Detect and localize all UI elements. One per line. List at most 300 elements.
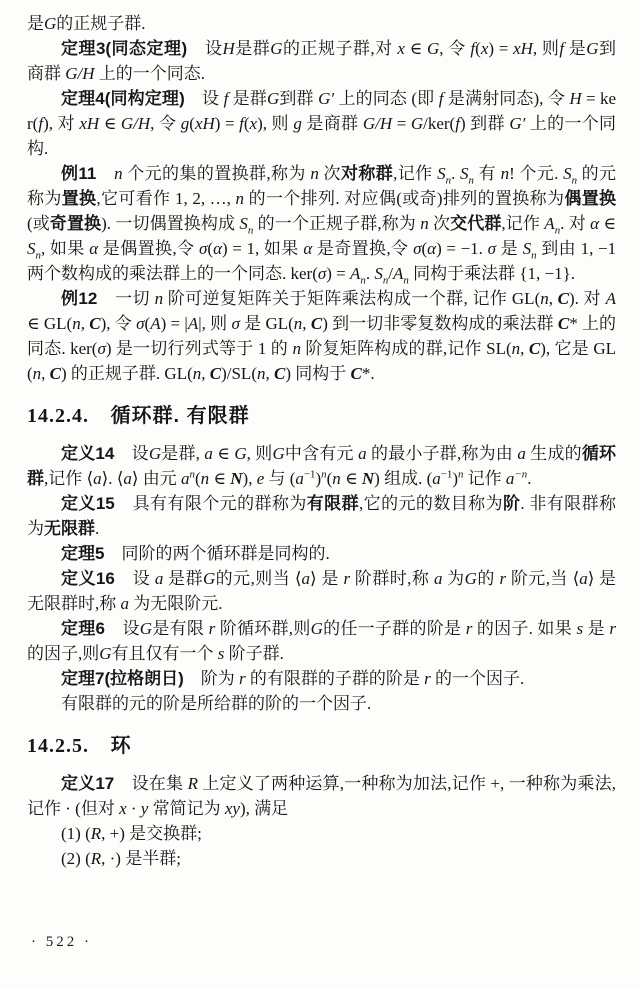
- text-run: x: [119, 799, 127, 818]
- text-run: , 令: [150, 114, 181, 133]
- text-run: ) = −1.: [436, 239, 488, 258]
- text-run: S: [239, 214, 248, 233]
- text-run: 为无限阶元.: [129, 594, 223, 613]
- text-run: n: [332, 469, 341, 488]
- text-run: 阶为: [183, 669, 240, 688]
- text-run: ,: [548, 289, 558, 308]
- text-run: ⟩. ⟨: [101, 469, 124, 488]
- section-heading-14-2-4: [27, 403, 616, 429]
- text-run: ,它的元的数目称为: [359, 494, 503, 513]
- text-run: ∈: [99, 114, 121, 133]
- text-run: f: [438, 89, 444, 108]
- page-body: [27, 11, 616, 871]
- text-run: σ: [487, 239, 496, 258]
- text-run: A: [350, 264, 361, 283]
- text-run: 个元的集的置换群,称为: [122, 164, 311, 183]
- text-run: n: [457, 468, 464, 481]
- text-run: a: [579, 569, 588, 588]
- text-run: A: [393, 264, 404, 283]
- text-run: n: [154, 289, 164, 308]
- text-run: (: [207, 239, 214, 258]
- text-run: 是商群: [301, 114, 363, 133]
- text-run: n: [531, 249, 537, 262]
- text-run: f: [223, 89, 229, 108]
- text-run: ,记作: [501, 214, 545, 233]
- text-run: x: [397, 39, 405, 58]
- text-run: C: [209, 364, 222, 383]
- text-run: G: [410, 114, 424, 133]
- text-run: α: [213, 239, 222, 258]
- text-run: 是 GL(: [239, 314, 294, 333]
- text-run: 对称群: [340, 164, 394, 183]
- text-run: n: [35, 249, 41, 262]
- text-run: n: [382, 274, 389, 287]
- text-run: n: [256, 364, 266, 383]
- text-run: G: [270, 39, 283, 58]
- text-run: n: [293, 314, 303, 333]
- text-run: ∈: [599, 214, 617, 233]
- text-run: C: [49, 364, 62, 383]
- text-run: ) = 1,: [222, 239, 264, 258]
- text-run: *.: [361, 364, 375, 383]
- text-run: ), 它是 GL(: [27, 339, 617, 383]
- text-run: , +) 是交换群;: [101, 824, 202, 843]
- text-run: x: [249, 114, 258, 133]
- text-run: ,: [302, 314, 311, 333]
- text-run: 设: [114, 444, 149, 463]
- text-run: 到群: [470, 114, 510, 133]
- text-run: 有: [473, 164, 501, 183]
- text-run: G: [464, 569, 477, 588]
- text-run: 置换: [61, 189, 97, 208]
- text-run: 上的同态 (即: [334, 89, 439, 108]
- text-run: 中含有元: [284, 444, 359, 463]
- text-run: 的因子,则: [27, 644, 100, 663]
- text-run: G/H: [362, 114, 393, 133]
- text-run: /: [388, 264, 394, 283]
- text-run: y: [140, 799, 149, 818]
- text-run: (: [421, 239, 428, 258]
- page-footer: [31, 934, 92, 951]
- text-run: (2) (: [61, 849, 91, 868]
- text-run: 具有有限个元的群称为: [114, 494, 307, 513]
- text-run: e: [256, 469, 265, 488]
- text-run: 设在集: [114, 774, 188, 793]
- text-run: S: [374, 264, 383, 283]
- text-run: 同阶的两个循环群是同构的.: [104, 544, 330, 563]
- text-run: xy: [224, 799, 240, 818]
- text-run: )/SL(: [221, 364, 257, 383]
- text-run: r: [499, 569, 507, 588]
- text-run: 循环群: [27, 444, 617, 488]
- text-run: G/H: [65, 64, 95, 83]
- text-run: , 则: [246, 444, 273, 463]
- text-run: n: [500, 164, 510, 183]
- text-run: 阶循环群,则: [215, 619, 311, 638]
- text-run: α: [303, 239, 313, 258]
- text-run: f: [559, 39, 565, 58]
- text-run: ,记作: [393, 164, 438, 183]
- text-run: A: [187, 314, 199, 333]
- text-run: n: [571, 174, 578, 187]
- text-run: s: [217, 644, 225, 663]
- text-run: σ: [317, 264, 327, 283]
- text-run: ). 对: [568, 289, 606, 308]
- text-run: , ·) 是半群;: [101, 849, 181, 868]
- text-run: a: [181, 469, 190, 488]
- text-run: C: [310, 314, 323, 333]
- text-run: a: [123, 469, 132, 488]
- text-run: r: [465, 619, 473, 638]
- text-run: ,: [265, 364, 274, 383]
- text-run: . 非有限群称为: [27, 494, 617, 538]
- para-theorem-4-isomorphism: [27, 86, 616, 161]
- text-run: 是奇置换,令: [312, 239, 414, 258]
- text-run: n: [247, 224, 254, 237]
- text-run: ⟩ 是无限群时,称: [27, 569, 617, 613]
- text-run: 阶子群.: [224, 644, 284, 663]
- text-run: 次: [428, 214, 451, 233]
- text-run: 的: [476, 569, 500, 588]
- text-run: f: [239, 114, 244, 133]
- text-run: 是: [495, 239, 523, 258]
- text-run: (: [189, 114, 195, 133]
- text-run: G: [234, 444, 247, 463]
- text-run: ·: [126, 799, 141, 818]
- text-run: 的正规子群,对: [282, 39, 398, 58]
- text-run: ): [459, 114, 471, 133]
- text-run: n: [420, 214, 429, 233]
- page-number: · 522 ·: [31, 934, 92, 950]
- text-run: n: [468, 174, 474, 187]
- text-run: G′: [318, 89, 335, 108]
- text-run: A: [150, 314, 161, 333]
- text-run: 设: [104, 619, 140, 638]
- text-run: ) 是一切行列式等于 1 的: [105, 339, 293, 358]
- text-run: S: [27, 239, 36, 258]
- text-run: σ: [231, 314, 240, 333]
- text-run: , 令: [439, 39, 471, 58]
- text-run: G: [586, 39, 599, 58]
- section-number: 14.2.4.: [27, 405, 89, 427]
- text-run: R: [90, 849, 102, 868]
- text-run: G: [202, 569, 216, 588]
- text-run: 的正规子群.: [56, 14, 146, 33]
- text-run: 阶复矩阵构成的群,记作 SL(: [300, 339, 512, 358]
- text-run: ) =: [214, 114, 240, 133]
- text-run: A: [605, 289, 616, 308]
- para-theorem-3-homomorphism: [27, 36, 616, 86]
- text-run: ,: [520, 339, 529, 358]
- text-run: ): [315, 469, 322, 488]
- text-run: 常简记为: [148, 799, 225, 818]
- text-run: G′: [509, 114, 526, 133]
- para-ring-axiom-1: [27, 821, 616, 846]
- text-run: 生成的: [525, 444, 582, 463]
- text-run: 设: [184, 89, 224, 108]
- text-run: ,: [41, 364, 50, 383]
- text-run: a: [93, 469, 102, 488]
- text-run: 的因子. 如果: [472, 619, 577, 638]
- text-run: α: [89, 239, 99, 258]
- text-run: 是: [27, 14, 44, 33]
- text-run: ). 一切偶置换构成: [101, 214, 240, 233]
- text-run: 是群: [228, 89, 267, 108]
- text-run: 有限群的元的阶是所给群的阶的一个因子.: [61, 694, 372, 713]
- text-run: C: [350, 364, 362, 383]
- text-run: 是偶置换,令: [98, 239, 199, 258]
- text-run: 次: [318, 164, 341, 183]
- text-run: R: [187, 774, 198, 793]
- text-run: g: [180, 114, 190, 133]
- text-run: 阶元,当 ⟨: [506, 569, 580, 588]
- para-lagrange-note: [27, 691, 616, 716]
- text-run: n: [189, 468, 195, 481]
- text-run: 是: [564, 39, 587, 58]
- text-run: G: [44, 14, 57, 33]
- text-run: S: [522, 239, 532, 258]
- para-theorem-7-lagrange: [27, 666, 616, 691]
- text-run: .: [451, 164, 460, 183]
- text-run: a: [433, 569, 443, 588]
- text-run: C: [557, 314, 570, 333]
- text-run: ), 则: [257, 114, 294, 133]
- para-theorem-5: [27, 541, 616, 566]
- text-run: (: [144, 314, 151, 333]
- text-run: 是群,: [161, 444, 205, 463]
- text-run: n: [321, 468, 327, 481]
- text-run: ) =: [326, 264, 351, 283]
- text-run: ! 个元.: [509, 164, 564, 183]
- text-run: G: [310, 619, 323, 638]
- text-run: f: [470, 39, 476, 58]
- section-number: 14.2.5.: [27, 735, 89, 757]
- text-run: ) 的正规子群. GL(: [61, 364, 193, 383]
- text-run: x: [480, 39, 489, 58]
- text-run: 定理6: [61, 619, 105, 638]
- text-run: 为: [442, 569, 465, 588]
- text-run: 的元称为: [27, 164, 617, 208]
- text-run: =: [392, 114, 411, 133]
- para-ring-axiom-2: [27, 846, 616, 871]
- text-run: 同构于乘法群 {1, −1}.: [408, 264, 576, 283]
- text-run: n: [72, 314, 81, 333]
- text-run: H: [222, 39, 235, 58]
- text-run: σ: [199, 239, 208, 258]
- text-run: ) 到一切非零复数构成的乘法群: [322, 314, 558, 333]
- text-run: R: [90, 824, 102, 843]
- text-run: ) =: [488, 39, 514, 58]
- text-run: * 上的同态. ker(: [27, 314, 617, 358]
- text-run: ), 令: [100, 314, 137, 333]
- text-run: 到由 1, −1 两个数构成的乘法群上的一个同态. ker(: [27, 239, 617, 283]
- text-run: 有且仅有一个: [111, 644, 218, 663]
- text-run: (: [194, 469, 201, 488]
- text-run: [96, 164, 114, 183]
- text-run: f: [455, 114, 460, 133]
- text-run: 是群: [234, 39, 271, 58]
- text-run: 的任一子群的阶是: [322, 619, 466, 638]
- text-run: n: [292, 339, 301, 358]
- text-run: α: [427, 239, 437, 258]
- text-run: 定义15: [61, 494, 115, 513]
- text-run: ⟩ 由元: [131, 469, 182, 488]
- text-run: a: [295, 469, 304, 488]
- text-run: 的一个正规子群,称为: [253, 214, 421, 233]
- text-run: xH: [194, 114, 215, 133]
- text-run: 定义17: [61, 774, 115, 793]
- text-run: a: [517, 444, 526, 463]
- para-example-12-general-linear-group: [27, 286, 616, 386]
- text-run: .: [365, 264, 375, 283]
- text-run: a: [432, 469, 441, 488]
- text-run: G: [148, 444, 162, 463]
- text-run: |, 则: [198, 314, 232, 333]
- text-run: −n: [514, 468, 528, 481]
- text-run: 的一个因子.: [430, 669, 525, 688]
- text-run: ⟩ 是: [310, 569, 344, 588]
- text-run: r: [343, 569, 351, 588]
- text-run: n: [192, 364, 202, 383]
- text-run: G: [266, 89, 280, 108]
- text-run: 上定义了两种运算,一种称为加法,记作 +, 一种称为乘法,记作 · (但对: [27, 774, 616, 818]
- text-run: n: [114, 164, 123, 183]
- text-run: /ker(: [423, 114, 456, 133]
- text-run: C: [89, 314, 101, 333]
- text-run: 阶可逆复矩阵关于矩阵乘法构成一个群, 记作 GL(: [163, 289, 541, 308]
- para-definition-15-finite-group: [27, 491, 616, 541]
- text-run: ∈: [209, 469, 231, 488]
- text-run: 记作: [463, 469, 506, 488]
- text-run: 是群: [163, 569, 203, 588]
- text-run: 是: [583, 619, 610, 638]
- text-run: n: [554, 224, 561, 237]
- section-heading-14-2-5: [27, 733, 616, 759]
- text-run: 如果: [263, 239, 304, 258]
- text-run: ) = |: [160, 314, 188, 333]
- text-run: ), 满足: [239, 799, 289, 818]
- text-run: ): [452, 469, 458, 488]
- text-run: ∈: [404, 39, 427, 58]
- text-run: α: [590, 214, 600, 233]
- text-run: 设: [114, 569, 155, 588]
- text-run: 阶: [503, 494, 521, 513]
- text-run: C: [273, 364, 286, 383]
- text-run: 有限群: [306, 494, 359, 513]
- para-definition-17-ring: [27, 771, 616, 821]
- para-theorem-6: [27, 616, 616, 666]
- text-run: n: [32, 364, 42, 383]
- text-run: N: [230, 469, 243, 488]
- text-run: C: [528, 339, 541, 358]
- text-run: σ: [97, 339, 106, 358]
- text-run: 一切: [97, 289, 155, 308]
- text-run: −1: [303, 468, 316, 481]
- text-run: 上的一个同构.: [27, 114, 617, 158]
- text-run: ∈ GL(: [27, 314, 73, 333]
- text-run: xH: [513, 39, 533, 58]
- text-run: a: [505, 469, 515, 488]
- text-run: G/H: [120, 114, 151, 133]
- text-run: , 如果: [40, 239, 90, 258]
- text-run: 定理5: [61, 544, 105, 563]
- text-run: S: [460, 164, 469, 183]
- section-title: 循环群. 有限群: [110, 405, 250, 427]
- text-run: n: [200, 469, 210, 488]
- text-run: G: [272, 444, 285, 463]
- text-run: (: [326, 469, 333, 488]
- text-run: ) 组成. (: [374, 469, 433, 488]
- text-run: 的有限群的子群的阶是: [245, 669, 425, 688]
- text-run: (: [475, 39, 481, 58]
- text-run: ∈: [212, 444, 235, 463]
- text-run: ), 对: [43, 114, 80, 133]
- para-definition-14-cyclic-group: [27, 441, 616, 491]
- text-run: 偶置换: [564, 189, 617, 208]
- text-run: ∈: [340, 469, 362, 488]
- text-run: 上的一个同态.: [94, 64, 206, 83]
- text-run: σ: [136, 314, 145, 333]
- text-run: 定义14: [61, 444, 115, 463]
- section-title: 环: [110, 735, 132, 757]
- text-run: s: [576, 619, 584, 638]
- text-run: n: [540, 289, 549, 308]
- text-run: 的最小子群,称为由: [366, 444, 518, 463]
- text-run: xH: [79, 114, 100, 133]
- para-example-11-symmetric-group: [27, 161, 616, 286]
- text-run: ,它可看作 1, 2, …,: [96, 189, 236, 208]
- text-run: 是有限: [152, 619, 209, 638]
- text-run: σ: [413, 239, 422, 258]
- text-run: (或: [27, 214, 50, 233]
- text-run: 设: [187, 39, 223, 58]
- text-run: G: [426, 39, 440, 58]
- text-run: 定义16: [61, 569, 115, 588]
- text-run: 与 (: [264, 469, 296, 488]
- text-run: .: [527, 469, 532, 488]
- text-run: A: [544, 214, 555, 233]
- text-run: a: [120, 594, 129, 613]
- text-run: 是满射同态), 令: [443, 89, 570, 108]
- text-run: N: [361, 469, 375, 488]
- text-run: r: [239, 669, 246, 688]
- text-run: 定理3(同态定理): [61, 39, 188, 58]
- text-run: a: [301, 569, 310, 588]
- text-run: n: [360, 274, 366, 287]
- text-run: a: [154, 569, 164, 588]
- text-run: n: [511, 339, 521, 358]
- text-run: ),: [242, 469, 257, 488]
- text-run: 例12: [61, 289, 98, 308]
- text-run: C: [557, 289, 569, 308]
- text-run: g: [293, 114, 302, 133]
- text-run: 到群: [279, 89, 319, 108]
- para-definition-16-element-order: [27, 566, 616, 616]
- text-run: 到商群: [27, 39, 617, 83]
- text-run: 例11: [61, 164, 97, 183]
- text-run: (: [243, 114, 250, 133]
- text-run: = ker(: [27, 89, 617, 133]
- text-run: 无限群: [44, 519, 95, 538]
- text-run: n: [445, 174, 452, 187]
- text-run: G: [139, 619, 153, 638]
- text-run: 奇置换: [49, 214, 102, 233]
- text-run: a: [204, 444, 213, 463]
- text-run: 交代群: [450, 214, 502, 233]
- text-run: f: [38, 114, 44, 133]
- text-run: 定理7(拉格朗日): [61, 669, 184, 688]
- text-run: r: [208, 619, 216, 638]
